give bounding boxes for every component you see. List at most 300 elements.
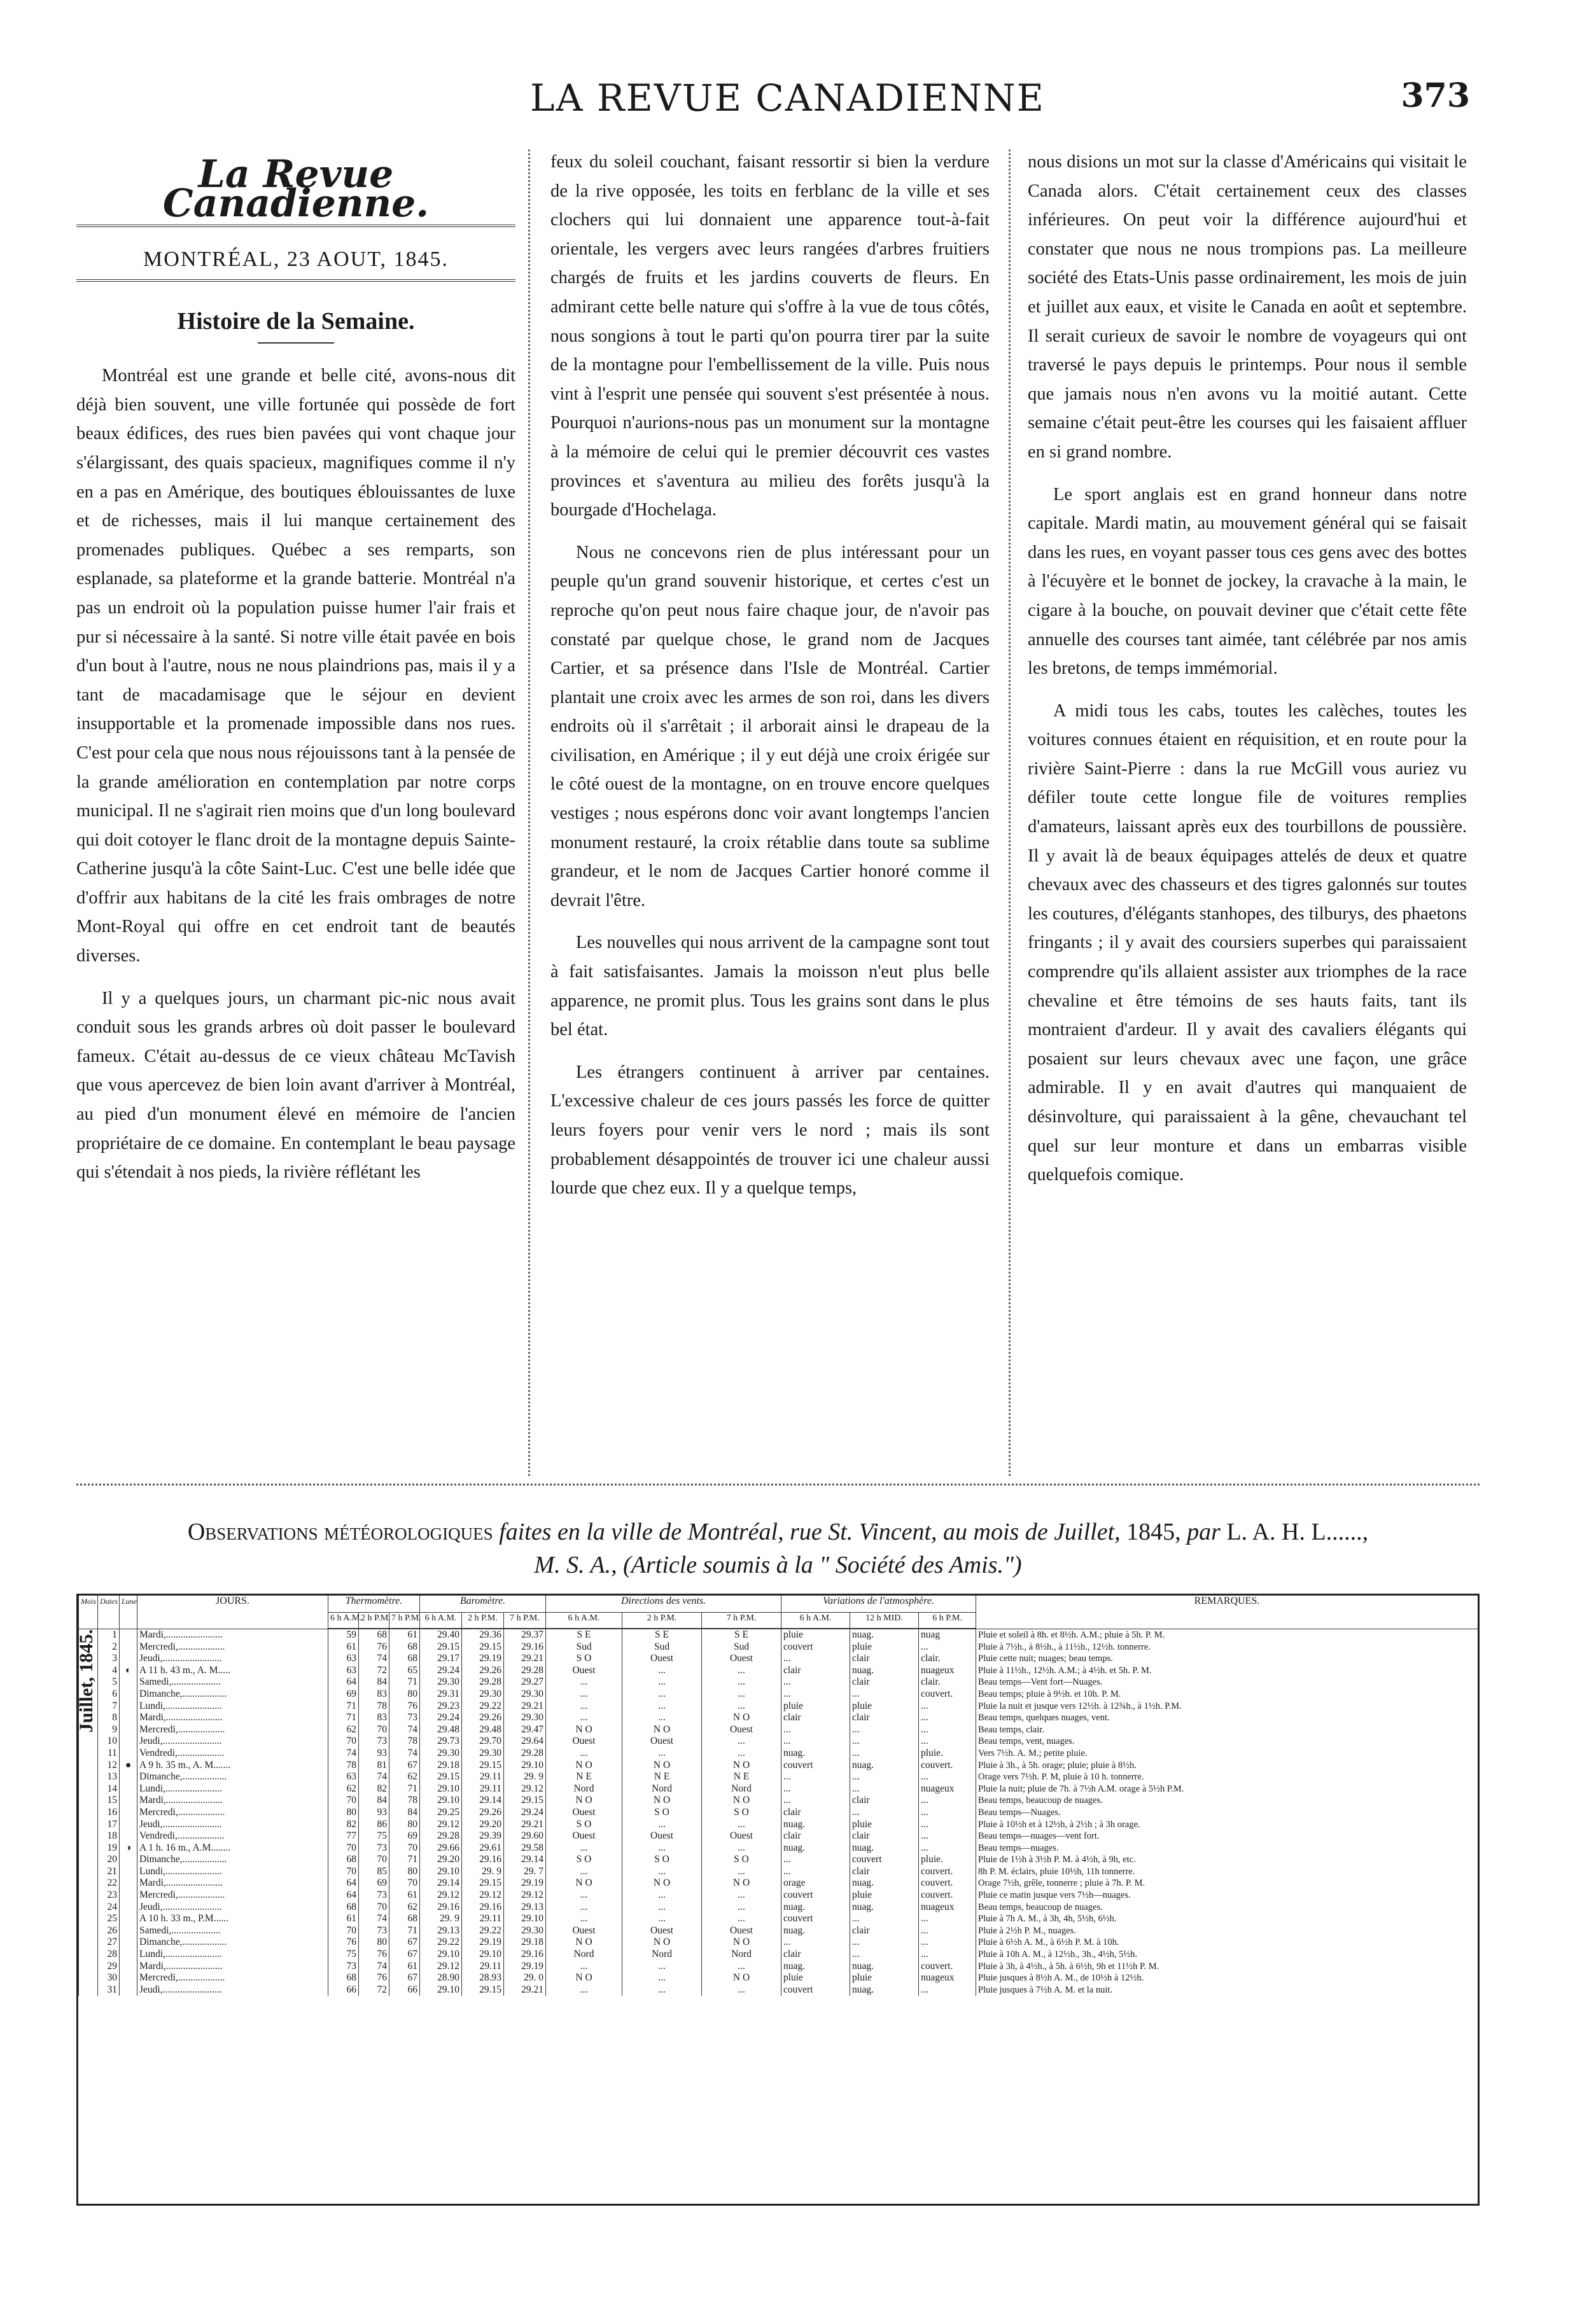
cell-d: 9 bbox=[98, 1724, 120, 1736]
cell-r: Pluie jusques à 7½h A. M. et la nuit. bbox=[976, 1984, 1478, 1996]
cell-d: 12 bbox=[98, 1760, 120, 1772]
cell-t1: 74 bbox=[328, 1748, 359, 1760]
cell-r: Pluie cette nuit; nuages; beau temps. bbox=[976, 1653, 1478, 1665]
cell-r: Pluie la nuit; pluie de 7h. à 7½h A.M. orage à 5½h P.M. bbox=[976, 1783, 1478, 1795]
cell-w2: Ouest bbox=[622, 1653, 702, 1665]
cell-t2: 76 bbox=[359, 1949, 389, 1961]
table-row bbox=[79, 1972, 1478, 1984]
cell-t1: 68 bbox=[328, 1854, 359, 1866]
cell-b3: 29.13 bbox=[504, 1902, 546, 1914]
cell-v3: nuag bbox=[919, 1629, 976, 1641]
cell-r: Pluie à 2½h P. M., nuages. bbox=[976, 1925, 1478, 1937]
cell-b3: 29.47 bbox=[504, 1724, 546, 1736]
cell-day: Mardi,....................... bbox=[137, 1961, 328, 1973]
cell-t2: 84 bbox=[359, 1676, 389, 1688]
cell-b3: 29.16 bbox=[504, 1641, 546, 1653]
cell-b3: 29.12 bbox=[504, 1889, 546, 1902]
cell-w2: N O bbox=[622, 1760, 702, 1772]
cell-day: Mercredi,................... bbox=[137, 1724, 328, 1736]
cell-w2: ... bbox=[622, 1889, 702, 1902]
cell-b2: 29.11 bbox=[462, 1783, 504, 1795]
masthead-rule bbox=[76, 225, 515, 237]
cell-t3: 84 bbox=[389, 1807, 420, 1819]
running-header bbox=[0, 76, 1575, 127]
cell-t3: 71 bbox=[389, 1676, 420, 1688]
cell-v2: ... bbox=[850, 1783, 919, 1795]
cell-day: Mercredi,................... bbox=[137, 1972, 328, 1984]
cell-v1: ... bbox=[781, 1783, 850, 1795]
cell-t3: 74 bbox=[389, 1724, 420, 1736]
cell-b3: 29.21 bbox=[504, 1701, 546, 1713]
cell-d: 8 bbox=[98, 1712, 120, 1724]
cell-v1: clair bbox=[781, 1665, 850, 1677]
cell-moon bbox=[120, 1961, 137, 1973]
cell-r: Pluie ce matin jusque vers 7½h—nuages. bbox=[976, 1889, 1478, 1902]
cell-r: Beau temps, beaucoup de nuages. bbox=[976, 1902, 1478, 1914]
cell-d: 7 bbox=[98, 1701, 120, 1713]
sub-header: 6 h A.M. bbox=[328, 1613, 359, 1629]
weather-table-body bbox=[76, 1629, 1478, 1996]
cell-day: Jeudi,........................ bbox=[137, 1736, 328, 1748]
weather-table bbox=[78, 1596, 1478, 1996]
cell-d: 15 bbox=[98, 1795, 120, 1807]
cell-t3: 80 bbox=[389, 1866, 420, 1878]
observations-caption bbox=[76, 1515, 1480, 1582]
cell-b3: 29.16 bbox=[504, 1949, 546, 1961]
cell-v2: nuag. bbox=[850, 1665, 919, 1677]
cell-w1: ... bbox=[546, 1961, 622, 1973]
page-number: 373 bbox=[1401, 76, 1470, 115]
header-days: JOURS. bbox=[137, 1596, 328, 1629]
cell-b1: 29.24 bbox=[420, 1665, 462, 1677]
cell-t3: 62 bbox=[389, 1771, 420, 1783]
cell-moon: ◑ bbox=[120, 1842, 137, 1854]
cell-v2: ... bbox=[850, 1724, 919, 1736]
cell-b2: 29.16 bbox=[462, 1854, 504, 1866]
cell-w3: ... bbox=[702, 1819, 781, 1831]
cell-w2: N O bbox=[622, 1724, 702, 1736]
cell-v2: nuag. bbox=[850, 1629, 919, 1641]
cell-day: Jeudi,........................ bbox=[137, 1819, 328, 1831]
cell-d: 19 bbox=[98, 1842, 120, 1854]
cell-b1: 29.15 bbox=[420, 1641, 462, 1653]
cell-w2: ... bbox=[622, 1665, 702, 1677]
cell-moon bbox=[120, 1701, 137, 1713]
cell-day: Lundi,....................... bbox=[137, 1701, 328, 1713]
sub-header: 6 h P.M. bbox=[919, 1613, 976, 1629]
cell-day: Mercredi,................... bbox=[137, 1641, 328, 1653]
cell-t2: 72 bbox=[359, 1665, 389, 1677]
cell-w3: Nord bbox=[702, 1949, 781, 1961]
cell-day: A 1 h. 16 m., A.M........ bbox=[137, 1842, 328, 1854]
cell-t3: 76 bbox=[389, 1701, 420, 1713]
cell-t3: 78 bbox=[389, 1736, 420, 1748]
cell-t3: 71 bbox=[389, 1925, 420, 1937]
cell-b3: 29.24 bbox=[504, 1807, 546, 1819]
cell-moon bbox=[120, 1877, 137, 1889]
cell-r: Orage vers 7½h. P. M, pluie à 10 h. tonnerre. bbox=[976, 1771, 1478, 1783]
cell-t2: 93 bbox=[359, 1807, 389, 1819]
cell-w3: Sud bbox=[702, 1641, 781, 1653]
cell-moon bbox=[120, 1688, 137, 1701]
month-label: Juillet, 1845. bbox=[76, 1629, 97, 1732]
cell-w1: ... bbox=[546, 1748, 622, 1760]
caption-note: (Article soumis à la " Société des Amis.") bbox=[623, 1552, 1022, 1578]
cell-t3: 68 bbox=[389, 1641, 420, 1653]
cell-r: Pluie jusques à 8½h A. M., de 10½h à 12½h. bbox=[976, 1972, 1478, 1984]
table-row bbox=[79, 1819, 1478, 1831]
column-1 bbox=[76, 148, 515, 1200]
cell-w3: N O bbox=[702, 1937, 781, 1949]
cell-v2: ... bbox=[850, 1949, 919, 1961]
cell-b2: 29.61 bbox=[462, 1842, 504, 1854]
table-row bbox=[79, 1889, 1478, 1902]
cell-v3: ... bbox=[919, 1807, 976, 1819]
cell-t3: 70 bbox=[389, 1842, 420, 1854]
cell-b3: 29.37 bbox=[504, 1629, 546, 1641]
cell-t2: 74 bbox=[359, 1771, 389, 1783]
cell-b3: 29. 9 bbox=[504, 1771, 546, 1783]
cell-t3: 61 bbox=[389, 1889, 420, 1902]
cell-w1: ... bbox=[546, 1842, 622, 1854]
cell-w3: Ouest bbox=[702, 1830, 781, 1842]
cell-b1: 28.90 bbox=[420, 1972, 462, 1984]
cell-t2: 85 bbox=[359, 1866, 389, 1878]
cell-v2: ... bbox=[850, 1736, 919, 1748]
cell-b3: 29.19 bbox=[504, 1961, 546, 1973]
cell-b1: 29.14 bbox=[420, 1877, 462, 1889]
column-divider bbox=[528, 150, 530, 1476]
cell-w2: ... bbox=[622, 1902, 702, 1914]
cell-moon bbox=[120, 1830, 137, 1842]
cell-w3: ... bbox=[702, 1902, 781, 1914]
cell-t1: 70 bbox=[328, 1795, 359, 1807]
cell-v3: ... bbox=[919, 1937, 976, 1949]
cell-d: 5 bbox=[98, 1676, 120, 1688]
paragraph: feux du soleil couchant, faisant ressortir si bien la verdure de la rive opposée, les toits en ferblanc de la ville et ses clochers qui lui donnaient une apparence tout-à-fait orientale, les vergers avec leurs rangées d'arbres fruitiers chargés de fruits et les jardins couverts de fleurs. En admirant cette belle nature qui s'offre à la vue de tous côtés, nous songions à tout le parti qu'on pourra tirer par la suite de la montagne pour l'embellissement de la ville. Puis nous vint à l'esprit une pensée qui souvent s'est présentée à nous. Pourquoi n'aurions-nous pas un monument sur la montagne à la mémoire de celui qui le premier découvrit ces vastes provinces et s'aventura au milieu des forêts jusqu'à la bourgade d'Hochelaga. bbox=[550, 152, 990, 520]
cell-v3: couvert. bbox=[919, 1961, 976, 1973]
column-2 bbox=[550, 148, 990, 1216]
cell-r: Orage 7½h, grêle, tonnerre ; pluie à 7h. P. M. bbox=[976, 1877, 1478, 1889]
cell-day: Dimanche,.................. bbox=[137, 1771, 328, 1783]
section-title: Histoire de la Semaine. bbox=[177, 307, 415, 335]
cell-b1: 29.18 bbox=[420, 1760, 462, 1772]
cell-day: Vendredi,................... bbox=[137, 1830, 328, 1842]
cell-r: Pluie à 6½h A. M., à 6½h P. M. à 10h. bbox=[976, 1937, 1478, 1949]
cell-b1: 29.10 bbox=[420, 1866, 462, 1878]
cell-v2: ... bbox=[850, 1688, 919, 1701]
cell-b2: 29.30 bbox=[462, 1688, 504, 1701]
header-month: Mois bbox=[79, 1596, 98, 1629]
masthead-title: La Revue Canadienne. bbox=[162, 152, 430, 226]
cell-v2: clair bbox=[850, 1676, 919, 1688]
cell-d: 26 bbox=[98, 1925, 120, 1937]
cell-t2: 82 bbox=[359, 1783, 389, 1795]
cell-b1: 29.12 bbox=[420, 1819, 462, 1831]
cell-moon bbox=[120, 1925, 137, 1937]
header-date: Dates bbox=[98, 1596, 120, 1629]
cell-moon bbox=[120, 1641, 137, 1653]
cell-b1: 29.10 bbox=[420, 1783, 462, 1795]
cell-moon bbox=[120, 1724, 137, 1736]
cell-v3: ... bbox=[919, 1830, 976, 1842]
cell-v1: clair bbox=[781, 1712, 850, 1724]
cell-b3: 29.14 bbox=[504, 1854, 546, 1866]
cell-t1: 61 bbox=[328, 1641, 359, 1653]
sub-header: 7 h P.M. bbox=[389, 1613, 420, 1629]
cell-b1: 29.13 bbox=[420, 1925, 462, 1937]
cell-t2: 70 bbox=[359, 1854, 389, 1866]
cell-r: Pluie à 7½h., à 8½h., à 11½h., 12½h. tonnerre. bbox=[976, 1641, 1478, 1653]
month-cell bbox=[76, 1629, 98, 1996]
cell-v1: orage bbox=[781, 1877, 850, 1889]
cell-v3: nuageux bbox=[919, 1783, 976, 1795]
cell-moon bbox=[120, 1854, 137, 1866]
cell-w2: Ouest bbox=[622, 1830, 702, 1842]
cell-t2: 69 bbox=[359, 1877, 389, 1889]
cell-b2: 29.26 bbox=[462, 1712, 504, 1724]
cell-r: Beau temps—Nuages. bbox=[976, 1807, 1478, 1819]
cell-b3: 29. 0 bbox=[504, 1972, 546, 1984]
cell-moon bbox=[120, 1866, 137, 1878]
cell-w3: ... bbox=[702, 1842, 781, 1854]
cell-b3: 29.58 bbox=[504, 1842, 546, 1854]
cell-b2: 29.11 bbox=[462, 1771, 504, 1783]
cell-v2: nuag. bbox=[850, 1842, 919, 1854]
cell-w2: ... bbox=[622, 1961, 702, 1973]
cell-t2: 74 bbox=[359, 1653, 389, 1665]
cell-w3: ... bbox=[702, 1736, 781, 1748]
cell-v3: ... bbox=[919, 1712, 976, 1724]
cell-b2: 29.26 bbox=[462, 1807, 504, 1819]
cell-moon bbox=[120, 1972, 137, 1984]
table-row bbox=[79, 1949, 1478, 1961]
cell-w3: ... bbox=[702, 1961, 781, 1973]
table-row bbox=[79, 1748, 1478, 1760]
cell-moon bbox=[120, 1676, 137, 1688]
cell-v3: ... bbox=[919, 1724, 976, 1736]
cell-v3: ... bbox=[919, 1701, 976, 1713]
cell-t2: 70 bbox=[359, 1724, 389, 1736]
cell-t2: 86 bbox=[359, 1819, 389, 1831]
cell-v3: ... bbox=[919, 1925, 976, 1937]
cell-t1: 64 bbox=[328, 1889, 359, 1902]
table-row bbox=[79, 1877, 1478, 1889]
cell-v3: pluie. bbox=[919, 1854, 976, 1866]
cell-b3: 29.28 bbox=[504, 1748, 546, 1760]
cell-v1: couvert bbox=[781, 1913, 850, 1925]
cell-w1: ... bbox=[546, 1866, 622, 1878]
cell-day: A 11 h. 43 m., A. M..... bbox=[137, 1665, 328, 1677]
cell-t2: 76 bbox=[359, 1972, 389, 1984]
column-3 bbox=[1028, 148, 1467, 1203]
cell-w3: N O bbox=[702, 1712, 781, 1724]
cell-t1: 82 bbox=[328, 1819, 359, 1831]
cell-b2: 28.93 bbox=[462, 1972, 504, 1984]
cell-w3: ... bbox=[702, 1701, 781, 1713]
cell-t1: 73 bbox=[328, 1961, 359, 1973]
weather-table-frame bbox=[76, 1594, 1480, 2206]
cell-v2: pluie bbox=[850, 1819, 919, 1831]
cell-b2: 29.16 bbox=[462, 1902, 504, 1914]
cell-b3: 29.10 bbox=[504, 1913, 546, 1925]
cell-day: Vendredi,................... bbox=[137, 1748, 328, 1760]
cell-day: A 10 h. 33 m., P.M...... bbox=[137, 1913, 328, 1925]
caption-author: L. A. H. L......, bbox=[1226, 1519, 1369, 1545]
cell-moon bbox=[120, 1819, 137, 1831]
cell-b2: 29.39 bbox=[462, 1830, 504, 1842]
cell-d: 25 bbox=[98, 1913, 120, 1925]
cell-b3: 29.64 bbox=[504, 1736, 546, 1748]
cell-moon bbox=[120, 1913, 137, 1925]
header-barometer: Baromètre. bbox=[420, 1596, 546, 1613]
cell-moon bbox=[120, 1949, 137, 1961]
cell-v2: clair bbox=[850, 1925, 919, 1937]
cell-w3: Ouest bbox=[702, 1653, 781, 1665]
paragraph: A midi tous les cabs, toutes les calèches, toutes les voitures connues étaient en réquisition, et en route pour la rivière Saint-Pierre : dans la rue McGill vous auriez vu défiler toute cette longue file de voitures remplies d'amateurs, laissant après eux des tourbillons de poussière. Il y avait là de beaux équipages attelés de deux et quatre chevaux avec des chasseurs et des tigres galonnés sur toutes les coutures, d'élégants stanhopes, des tilburys, des phaetons fringants ; il y avait des coursiers superbes qui paraissaient comprendre qu'ils allaient assister aux triomphes de la race chevaline et être témoins de ses hauts faits, tant ils montraient d'ardeur. Il y avait des cavaliers élégants qui posaient sur leurs chevaux avec une façon, une grâce admirable. Il y en avait d'autres qui manquaient de désinvolture, qui paraissaient à la gêne, chevauchant tel quel sur leur monture et dans un embarras visible quelquefois comique. bbox=[1028, 700, 1467, 1185]
cell-w3: Nord bbox=[702, 1783, 781, 1795]
cell-moon bbox=[120, 1748, 137, 1760]
cell-v3: couvert. bbox=[919, 1688, 976, 1701]
cell-w2: ... bbox=[622, 1819, 702, 1831]
paragraph: Nous ne concevons rien de plus intéressant pour un peuple qu'un grand souvenir historique, et certes c'est un reproche qu'on peut nous faire chaque jour, de n'avoir pas constaté par quelque chose, le grand nom de Jacques Cartier, et sa présence dans l'Isle de Montréal. Cartier plantait une croix avec les armes de son roi, dans les divers endroits où il s'arrêtait ; il arborait ainsi le drapeau de la civilisation, en Amérique ; il y eut déjà une croix érigée sur le côté ouest de la montagne, on en trouve encore quelques vestiges ; nous espérons donc voir avant longtemps l'ancien monument restauré, la croix rétablie dans toute sa sublime grandeur, et le nom de Jacques Cartier honoré comme il devrait l'être. bbox=[550, 542, 990, 910]
cell-r: Beau temps—nuages. bbox=[976, 1842, 1478, 1854]
cell-day: Samedi,.................... bbox=[137, 1925, 328, 1937]
cell-v1: pluie bbox=[781, 1629, 850, 1641]
cell-t3: 80 bbox=[389, 1819, 420, 1831]
cell-t1: 70 bbox=[328, 1736, 359, 1748]
sub-header: 12 h MID. bbox=[850, 1613, 919, 1629]
paragraph: Le sport anglais est en grand honneur dans notre capitale. Mardi matin, au mouvement général qui se faisait dans les rues, en voyant passer tous ces gens avec des bottes à l'écuyère et le bonnet de jockey, la cravache à la main, le cigare à la bouche, on pouvait deviner que c'était cette fête annuelle des courses tant aimée, tant célébrée par nos amis les bretons, de temps immémorial. bbox=[1028, 484, 1467, 679]
cell-w2: ... bbox=[622, 1712, 702, 1724]
table-row bbox=[79, 1984, 1478, 1996]
cell-v1: pluie bbox=[781, 1701, 850, 1713]
cell-w1: Ouest bbox=[546, 1736, 622, 1748]
cell-b2: 29.48 bbox=[462, 1724, 504, 1736]
caption-lead: Observations météorologiques bbox=[187, 1519, 493, 1545]
cell-b1: 29.12 bbox=[420, 1889, 462, 1902]
cell-v1: clair bbox=[781, 1949, 850, 1961]
cell-r: Beau temps, clair. bbox=[976, 1724, 1478, 1736]
cell-d: 16 bbox=[98, 1807, 120, 1819]
cell-t1: 69 bbox=[328, 1688, 359, 1701]
cell-v3: ... bbox=[919, 1795, 976, 1807]
paragraph: nous disions un mot sur la classe d'Américains qui visitait le Canada alors. C'était certainement ceux des classes inférieures. On peut voir la différence aujourd'hui et constater que nous ne nous trompions pas. La meilleure société des Etats-Unis passe ordinairement, les mois de juin et juillet aux eaux, et visite le Canada en août et septembre. Il serait curieux de savoir le nombre de voyageurs qui ont traversé le pays depuis le printemps. Pour nous il semble que jamais nous n'en avons vu la moitié autant. Cette semaine c'était peut-être les courses qui les faisaient affluer en si grand nombre. bbox=[1028, 152, 1467, 462]
cell-r: Pluie à 10½h et à 12½h, à 2½h ; à 3h orage. bbox=[976, 1819, 1478, 1831]
cell-v1: couvert bbox=[781, 1760, 850, 1772]
cell-t3: 67 bbox=[389, 1760, 420, 1772]
cell-d: 11 bbox=[98, 1748, 120, 1760]
cell-b3: 29.21 bbox=[504, 1984, 546, 1996]
cell-t2: 83 bbox=[359, 1712, 389, 1724]
cell-t3: 67 bbox=[389, 1949, 420, 1961]
cell-b3: 29. 7 bbox=[504, 1866, 546, 1878]
cell-b3: 29.10 bbox=[504, 1760, 546, 1772]
cell-w3: N O bbox=[702, 1760, 781, 1772]
cell-r: Pluie à 3h, à 4½h., à 5h. à 6½h, 9h et 11½h P. M. bbox=[976, 1961, 1478, 1973]
cell-d: 28 bbox=[98, 1949, 120, 1961]
cell-w2: Sud bbox=[622, 1641, 702, 1653]
cell-v1: ... bbox=[781, 1688, 850, 1701]
paragraph: Il y a quelques jours, un charmant pic-nic nous avait conduit sous les grands arbres où doit passer le boulevard fameux. C'était au-dessus de ce vieux château McTavish que vous apercevez de bien loin avant d'arriver à Montréal, au pied d'un monument élevé en mémoire de l'ancien propriétaire de ce domaine. En contemplant le beau paysage qui s'étendait à nos pieds, la rivière réflétant les bbox=[76, 988, 515, 1183]
cell-w2: S O bbox=[622, 1854, 702, 1866]
sub-header: 2 h P.M. bbox=[462, 1613, 504, 1629]
cell-v1: ... bbox=[781, 1724, 850, 1736]
cell-day: Mardi,....................... bbox=[137, 1712, 328, 1724]
cell-b3: 29.30 bbox=[504, 1925, 546, 1937]
cell-day: Lundi,....................... bbox=[137, 1866, 328, 1878]
cell-w2: ... bbox=[622, 1676, 702, 1688]
header-thermometer: Thermomètre. bbox=[328, 1596, 420, 1613]
cell-w1: ... bbox=[546, 1902, 622, 1914]
cell-t2: 74 bbox=[359, 1913, 389, 1925]
cell-v2: ... bbox=[850, 1748, 919, 1760]
table-row bbox=[79, 1665, 1478, 1677]
table-row bbox=[79, 1771, 1478, 1783]
cell-b1: 29.10 bbox=[420, 1795, 462, 1807]
cell-r: Beau temps—nuages—vent fort. bbox=[976, 1830, 1478, 1842]
cell-b2: 29.14 bbox=[462, 1795, 504, 1807]
cell-t1: 71 bbox=[328, 1712, 359, 1724]
cell-t2: 76 bbox=[359, 1641, 389, 1653]
cell-w3: ... bbox=[702, 1984, 781, 1996]
cell-t2: 81 bbox=[359, 1760, 389, 1772]
cell-v1: ... bbox=[781, 1676, 850, 1688]
cell-w2: Nord bbox=[622, 1949, 702, 1961]
cell-t1: 78 bbox=[328, 1760, 359, 1772]
cell-b1: 29.10 bbox=[420, 1949, 462, 1961]
cell-v3: couvert. bbox=[919, 1877, 976, 1889]
cell-b2: 29. 9 bbox=[462, 1866, 504, 1878]
cell-b2: 29.11 bbox=[462, 1913, 504, 1925]
cell-moon bbox=[120, 1795, 137, 1807]
cell-v2: nuag. bbox=[850, 1760, 919, 1772]
cell-b1: 29.30 bbox=[420, 1676, 462, 1688]
cell-v2: pluie bbox=[850, 1889, 919, 1902]
cell-d: 2 bbox=[98, 1641, 120, 1653]
cell-t1: 66 bbox=[328, 1984, 359, 1996]
cell-t3: 68 bbox=[389, 1913, 420, 1925]
cell-day: Jeudi,........................ bbox=[137, 1902, 328, 1914]
cell-w3: ... bbox=[702, 1866, 781, 1878]
cell-w2: ... bbox=[622, 1984, 702, 1996]
table-row bbox=[79, 1795, 1478, 1807]
cell-w2: ... bbox=[622, 1748, 702, 1760]
cell-d: 1 bbox=[98, 1629, 120, 1641]
cell-b3: 29.21 bbox=[504, 1653, 546, 1665]
cell-v2: clair bbox=[850, 1653, 919, 1665]
cell-moon bbox=[120, 1984, 137, 1996]
cell-d: 21 bbox=[98, 1866, 120, 1878]
cell-b2: 29.30 bbox=[462, 1748, 504, 1760]
cell-t1: 70 bbox=[328, 1925, 359, 1937]
cell-v2: ... bbox=[850, 1913, 919, 1925]
cell-d: 27 bbox=[98, 1937, 120, 1949]
cell-v1: nuag. bbox=[781, 1819, 850, 1831]
cell-v3: nuageux bbox=[919, 1902, 976, 1914]
cell-v1: nuag. bbox=[781, 1748, 850, 1760]
caption-year: 1845, bbox=[1126, 1519, 1181, 1545]
cell-w3: N O bbox=[702, 1877, 781, 1889]
cell-b1: 29.22 bbox=[420, 1937, 462, 1949]
cell-t1: 70 bbox=[328, 1866, 359, 1878]
cell-v1: ... bbox=[781, 1937, 850, 1949]
cell-v2: ... bbox=[850, 1807, 919, 1819]
cell-d: 4 bbox=[98, 1665, 120, 1677]
cell-moon bbox=[120, 1807, 137, 1819]
cell-d: 6 bbox=[98, 1688, 120, 1701]
cell-t1: 61 bbox=[328, 1913, 359, 1925]
